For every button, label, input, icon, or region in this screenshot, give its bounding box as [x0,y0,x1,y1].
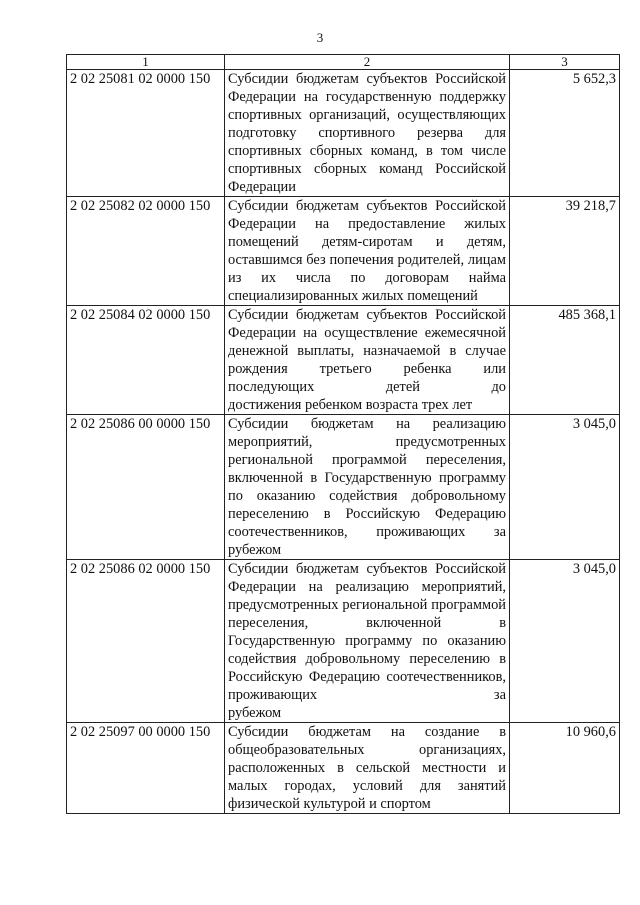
description-text: Субсидии бюджетам субъектов Российской Федерации на государственную поддержку спортивных организаций, осуществляющих подготовку спортивного резерва для спортивных сборных команд, в том числе спортивных сборных команд Российской [228,71,506,177]
budget-code-cell: 2 02 25086 00 0000 150 [67,415,225,560]
description-last-line: рубежом [228,705,282,721]
table-row [67,197,620,306]
description-cell [225,415,510,560]
description-last-line: Федерации [228,179,296,195]
description-last-line: специализированных жилых помещений [228,288,478,304]
description-cell [225,70,510,197]
description-text: Субсидии бюджетам субъектов Российской Федерации на осуществление ежемесячной денежной выплаты, назначаемой в случае рождения третьего ребенка или последующих детей до [228,307,506,395]
description-cell [225,723,510,814]
table-row [67,415,620,560]
amount-cell: 485 368,1 [510,306,620,415]
column-header-1: 1 [67,55,225,70]
table-row [67,306,620,415]
description-text: Субсидии бюджетам субъектов Российской Федерации на предоставление жилых помещений детям-сиротам и детям, оставшимся без попечения родителей, лицам из их числа по договорам найма [228,198,506,286]
amount-cell: 5 652,3 [510,70,620,197]
description-text: Субсидии бюджетам на реализацию мероприятий, предусмотренных региональной программой переселения, включенной в Государственную программу по оказанию содействия добровольному переселению в Российскую Федерацию соотечественников, проживающих за [228,416,506,540]
budget-code-cell: 2 02 25084 02 0000 150 [67,306,225,415]
description-text: Субсидии бюджетам субъектов Российской Федерации на реализацию мероприятий, предусмотренных региональной программой переселения, включенной в Государственную программу по оказанию содействия добровольному переселению в Российскую Федерацию соотечественников, проживающих за [228,561,506,703]
description-last-line: достижения ребенком возраста трех лет [228,397,473,413]
table-row [67,723,620,814]
amount-cell: 3 045,0 [510,415,620,560]
table-header-row [67,55,620,70]
amount-cell: 3 045,0 [510,560,620,723]
table-row [67,560,620,723]
column-header-3: 3 [510,55,620,70]
budget-code-cell: 2 02 25097 00 0000 150 [67,723,225,814]
description-text: Субсидии бюджетам на создание в общеобразовательных организациях, расположенных в сельской местности и малых городах, условий для занятий [228,724,506,794]
budget-code-cell: 2 02 25086 02 0000 150 [67,560,225,723]
budget-table [66,54,620,814]
table-row [67,70,620,197]
page-number: 3 [316,30,324,45]
budget-code-cell: 2 02 25081 02 0000 150 [67,70,225,197]
description-last-line: физической культурой и спортом [228,796,431,812]
description-last-line: рубежом [228,542,282,558]
description-cell [225,560,510,723]
description-cell [225,197,510,306]
budget-code-cell: 2 02 25082 02 0000 150 [67,197,225,306]
column-header-2: 2 [225,55,510,70]
description-cell [225,306,510,415]
amount-cell: 10 960,6 [510,723,620,814]
amount-cell: 39 218,7 [510,197,620,306]
